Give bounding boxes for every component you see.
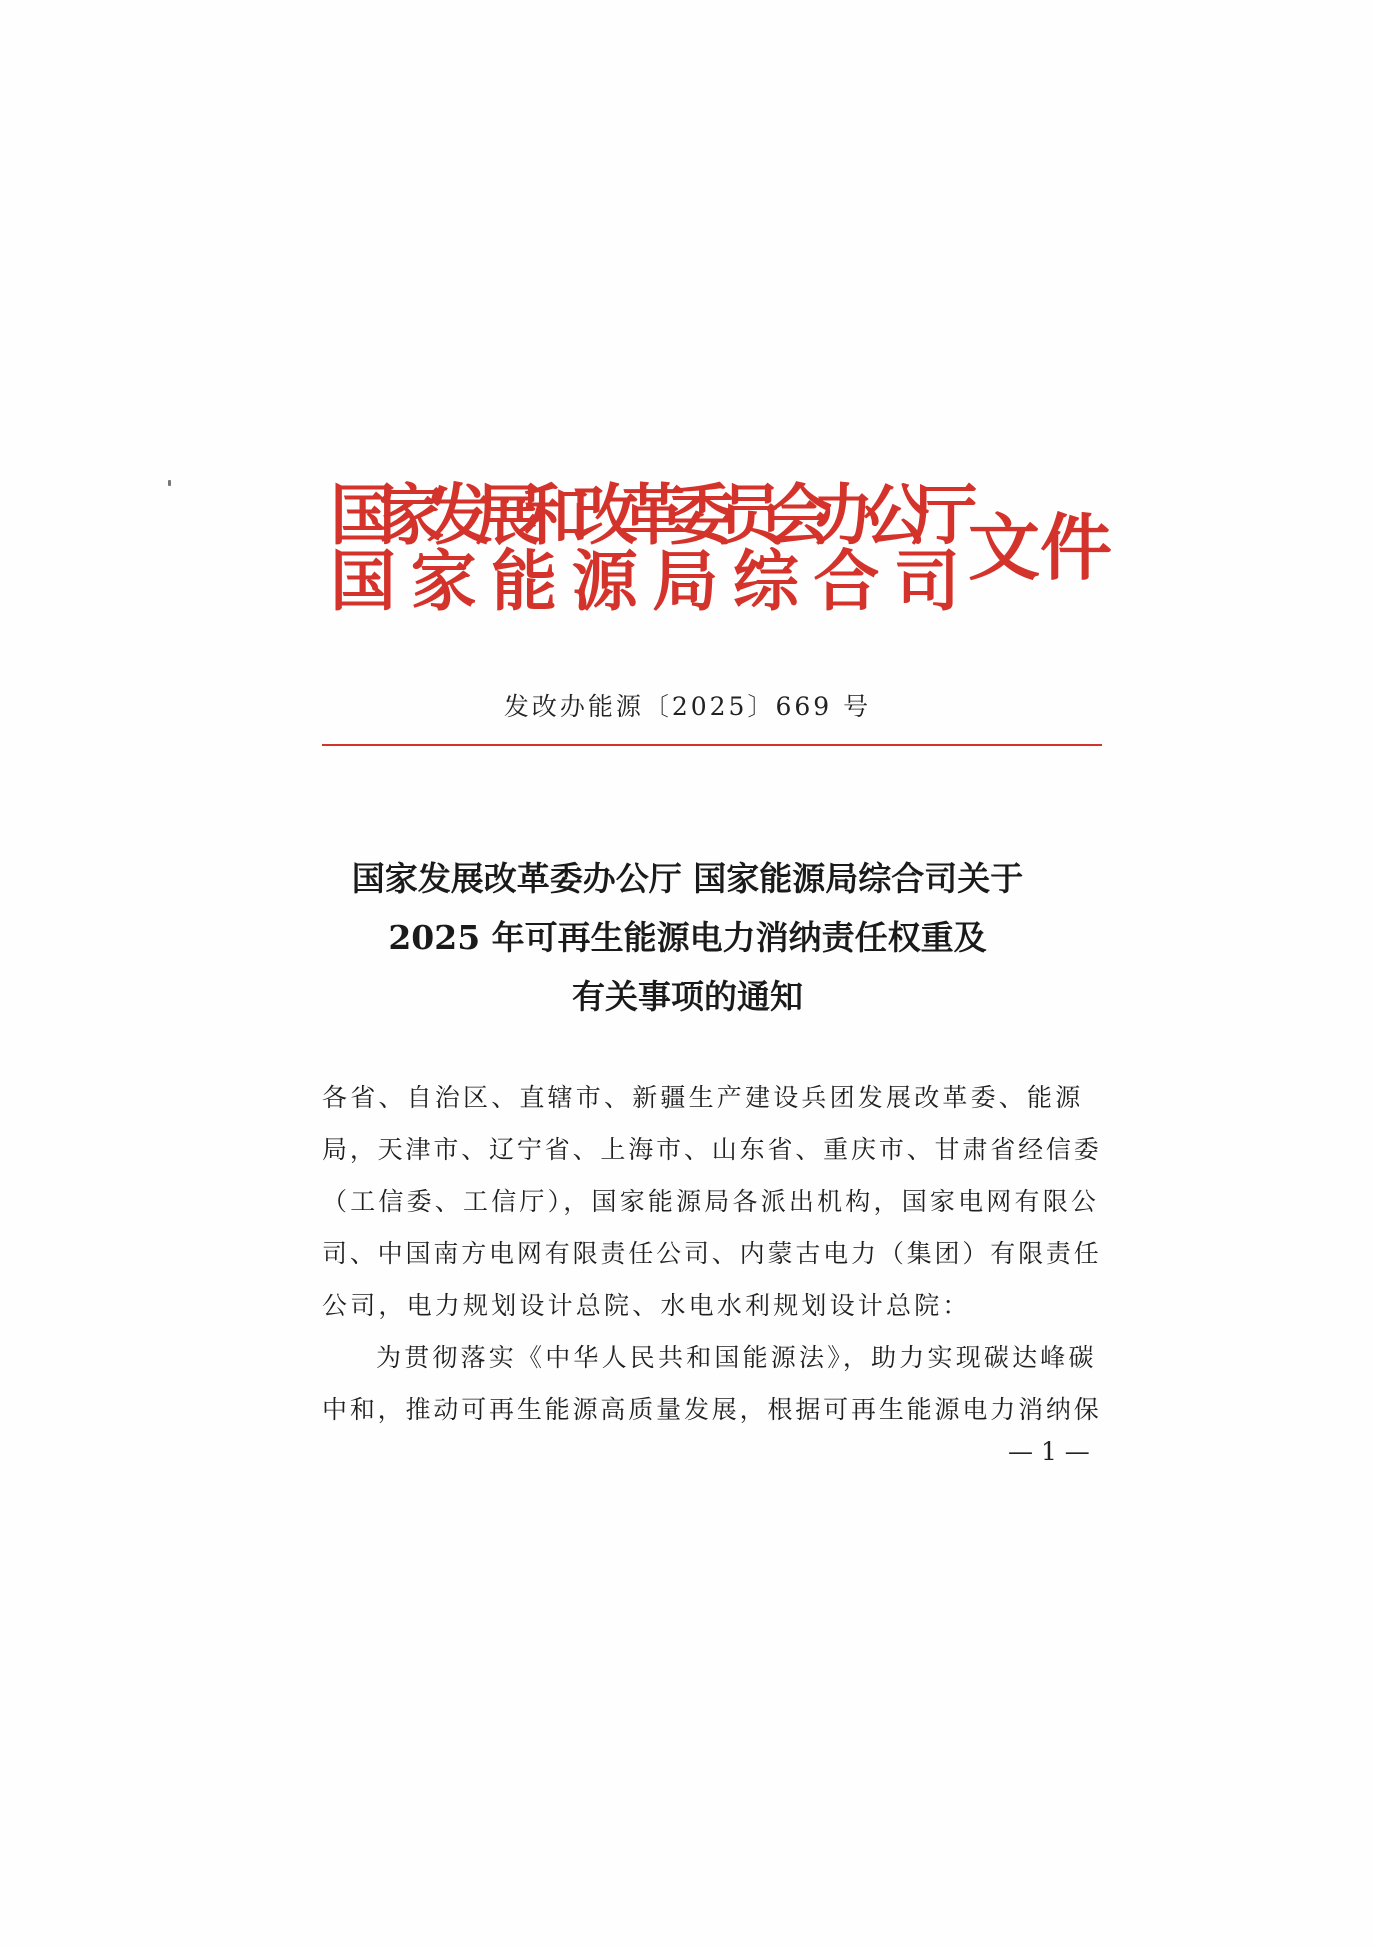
letterhead-org-line2 bbox=[330, 542, 960, 620]
document-number: 发改办能源〔2025〕669 号 bbox=[503, 692, 872, 721]
salutation-line: 局，天津市、辽宁省、上海市、山东省、重庆市、甘肃省经信委 bbox=[322, 1135, 1102, 1164]
document-title-line3: 有关事项的通知 bbox=[572, 977, 803, 1016]
letterhead-char: 司 bbox=[893, 542, 960, 620]
salutation-line: 司、中国南方电网有限责任公司、内蒙古电力（集团）有限责任 bbox=[322, 1239, 1102, 1268]
letterhead-char: 家 bbox=[410, 542, 477, 620]
page-number: — 1 — bbox=[1008, 1437, 1090, 1466]
letterhead-char: 国 bbox=[330, 542, 396, 620]
salutation-line: 公司，电力规划设计总院、水电水利规划设计总院： bbox=[322, 1291, 971, 1320]
letterhead-char: 源 bbox=[571, 542, 638, 620]
letterhead-org-line1: 国家发展和改革委员会办公厅 bbox=[330, 476, 960, 554]
document-title-line1: 国家发展改革委办公厅 国家能源局综合司关于 bbox=[351, 859, 1024, 898]
salutation-line: 各省、自治区、直辖市、新疆生产建设兵团发展改革委、能源 bbox=[322, 1083, 1084, 1112]
letterhead-doc-type: 文件 bbox=[968, 505, 1113, 590]
paragraph-line: 为贯彻落实《中华人民共和国能源法》，助力实现碳达峰碳 bbox=[376, 1343, 1097, 1372]
letterhead-char: 综 bbox=[732, 542, 799, 620]
red-divider-line bbox=[322, 744, 1102, 746]
paragraph-line: 中和，推动可再生能源高质量发展，根据可再生能源电力消纳保 bbox=[322, 1395, 1102, 1424]
scan-speck bbox=[168, 480, 171, 486]
salutation-line: （工信委、工信厅），国家能源局各派出机构，国家电网有限公 bbox=[322, 1187, 1100, 1216]
letterhead-char: 合 bbox=[813, 542, 880, 620]
document-title-line2: 2025 年可再生能源电力消纳责任权重及 bbox=[388, 918, 987, 957]
letterhead-char: 能 bbox=[491, 542, 558, 620]
letterhead-char: 局 bbox=[652, 542, 719, 620]
